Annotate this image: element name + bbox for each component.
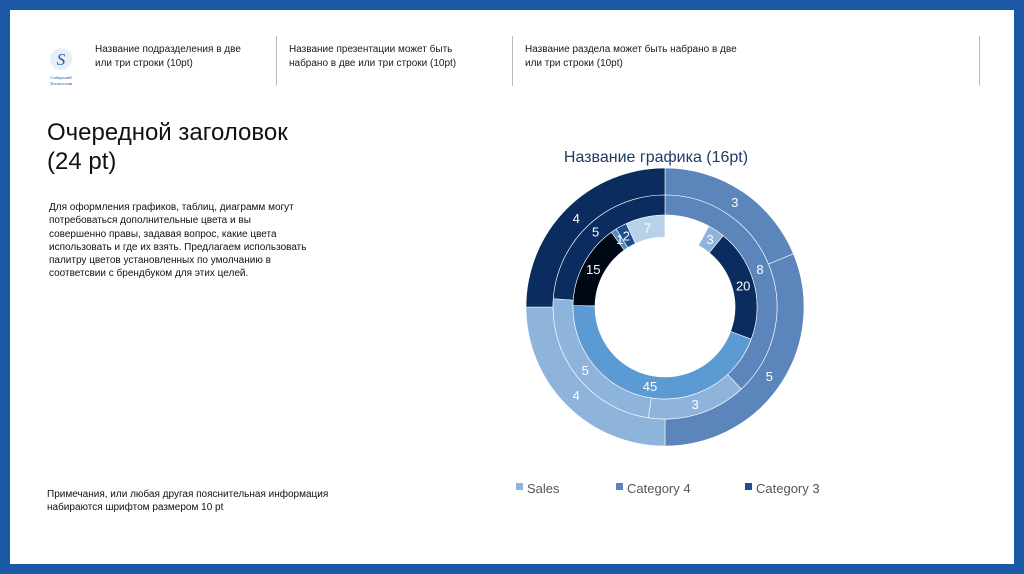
header-division: Название подразделения в две или три строки (10pt) <box>95 44 241 69</box>
header-separator <box>979 36 980 86</box>
logo-letter: S <box>56 50 66 69</box>
legend-label: Category 4 <box>627 481 691 496</box>
data-label: 7 <box>643 220 652 236</box>
legend-marker <box>616 483 623 490</box>
data-label: 45 <box>642 379 658 395</box>
legend-label: Category 3 <box>756 481 820 496</box>
logo-text-line1: Сибирский <box>50 75 72 80</box>
data-label: 5 <box>581 363 589 379</box>
data-label: 4 <box>572 210 580 226</box>
notes-text: Примечания, или любая другая пояснительная информация набираются шрифтом размером 10 pt <box>47 489 329 514</box>
legend-label: Sales <box>527 481 560 496</box>
doughnut-chart <box>490 128 850 498</box>
chart-title: Название графика (16pt) <box>563 149 749 166</box>
data-label: 20 <box>735 278 751 294</box>
legend-marker <box>745 483 752 490</box>
header-section: Название раздела может быть набрано в две или три строки (10pt) <box>525 44 737 69</box>
data-label: 2 <box>622 228 630 244</box>
logo-text-line2: Технологии <box>49 81 73 86</box>
data-label: 4 <box>572 388 580 404</box>
data-label: 5 <box>765 369 773 385</box>
page-title: Очередной заголовок (24 pt) <box>47 119 288 175</box>
header-separator <box>276 36 277 86</box>
body-text: Для оформления графиков, таблиц, диаграмм могут потребоваться дополнительные цвета и вы совершенно правы, задавая вопрос, какие цвета использовать и где их взять. Предлагаем использовать палитру цветов установленных по умолчанию в соответсвии с брендбуком для этих целей. <box>49 202 307 280</box>
slide <box>10 10 1014 564</box>
legend-marker <box>516 483 523 490</box>
data-label: 5 <box>592 224 600 240</box>
header-separator <box>512 36 513 86</box>
data-label: 8 <box>681 220 689 236</box>
logo <box>44 46 78 92</box>
data-label: 3 <box>731 195 739 211</box>
header-presentation: Название презентации может быть набрано в две или три строки (10pt) <box>289 44 457 69</box>
data-label: 8 <box>756 262 764 278</box>
data-label: 3 <box>706 232 714 248</box>
data-label: 15 <box>585 261 601 277</box>
data-label: 1 <box>616 232 624 248</box>
data-label: 3 <box>691 396 699 412</box>
